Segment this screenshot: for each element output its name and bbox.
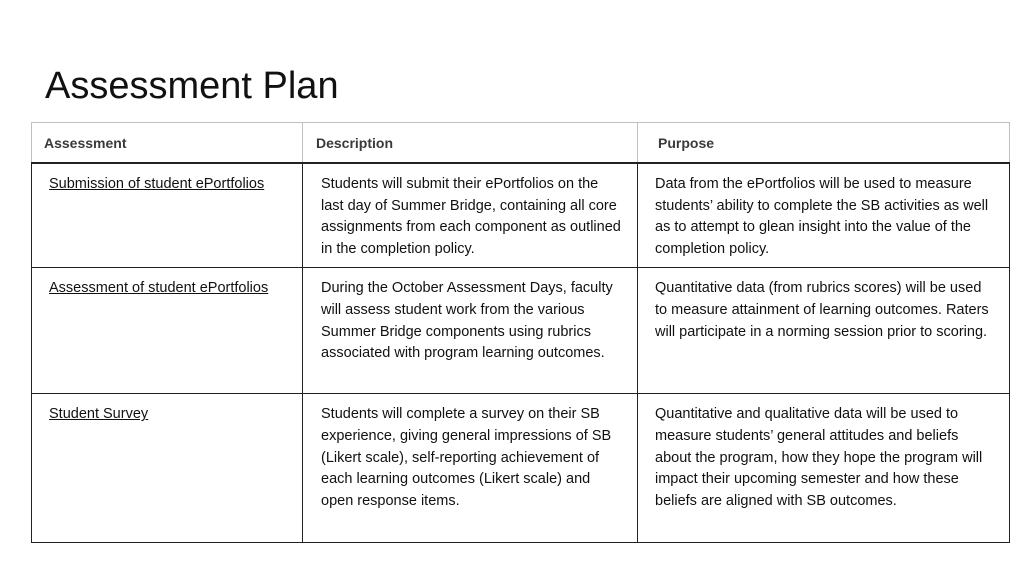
description-cell: Students will complete a survey on their SB experience, giving general impressions of SB (Likert scale), self-reporting achievement of each learning outcomes (Likert scale) and open response items. xyxy=(303,394,638,543)
assessment-plan-table xyxy=(31,122,1010,543)
assessment-link-student-survey[interactable]: Student Survey xyxy=(49,406,149,423)
assessment-link-eportfolio-submission[interactable]: Submission of student ePortfolios xyxy=(49,176,265,192)
table-row xyxy=(32,394,1010,543)
description-cell: During the October Assessment Days, faculty will assess student work from the various Summer Bridge components using rubrics associated with program learning outcomes. xyxy=(303,268,638,394)
table-header-row xyxy=(32,123,1010,164)
column-header-assessment: Assessment xyxy=(32,123,303,164)
column-header-purpose: Purpose xyxy=(638,123,1010,164)
purpose-cell: Quantitative data (from rubrics scores) will be used to measure attainment of learning outcomes. Raters will participate in a norming session prior to scoring. xyxy=(638,268,1010,394)
assessment-link-eportfolio-assessment[interactable]: Assessment of student ePortfolios xyxy=(49,280,269,297)
assessment-cell xyxy=(32,394,303,543)
table-row xyxy=(32,268,1010,394)
purpose-cell: Quantitative and qualitative data will be used to measure students’ general attitudes and beliefs about the program, how they hope the program will impact their upcoming semester and how these beliefs are aligned with SB outcomes. xyxy=(638,394,1010,543)
page-title: Assessment Plan xyxy=(45,65,339,107)
assessment-cell xyxy=(32,268,303,394)
column-header-description: Description xyxy=(303,123,638,164)
purpose-cell: Data from the ePortfolios will be used to measure students’ ability to complete the SB activities as well as to attempt to glean insight into the value of the completion policy. xyxy=(638,163,1010,268)
assessment-cell xyxy=(32,163,303,268)
description-cell: Students will submit their ePortfolios on the last day of Summer Bridge, containing all core assignments from each component as outlined in the completion policy. xyxy=(303,163,638,268)
table-row xyxy=(32,163,1010,268)
